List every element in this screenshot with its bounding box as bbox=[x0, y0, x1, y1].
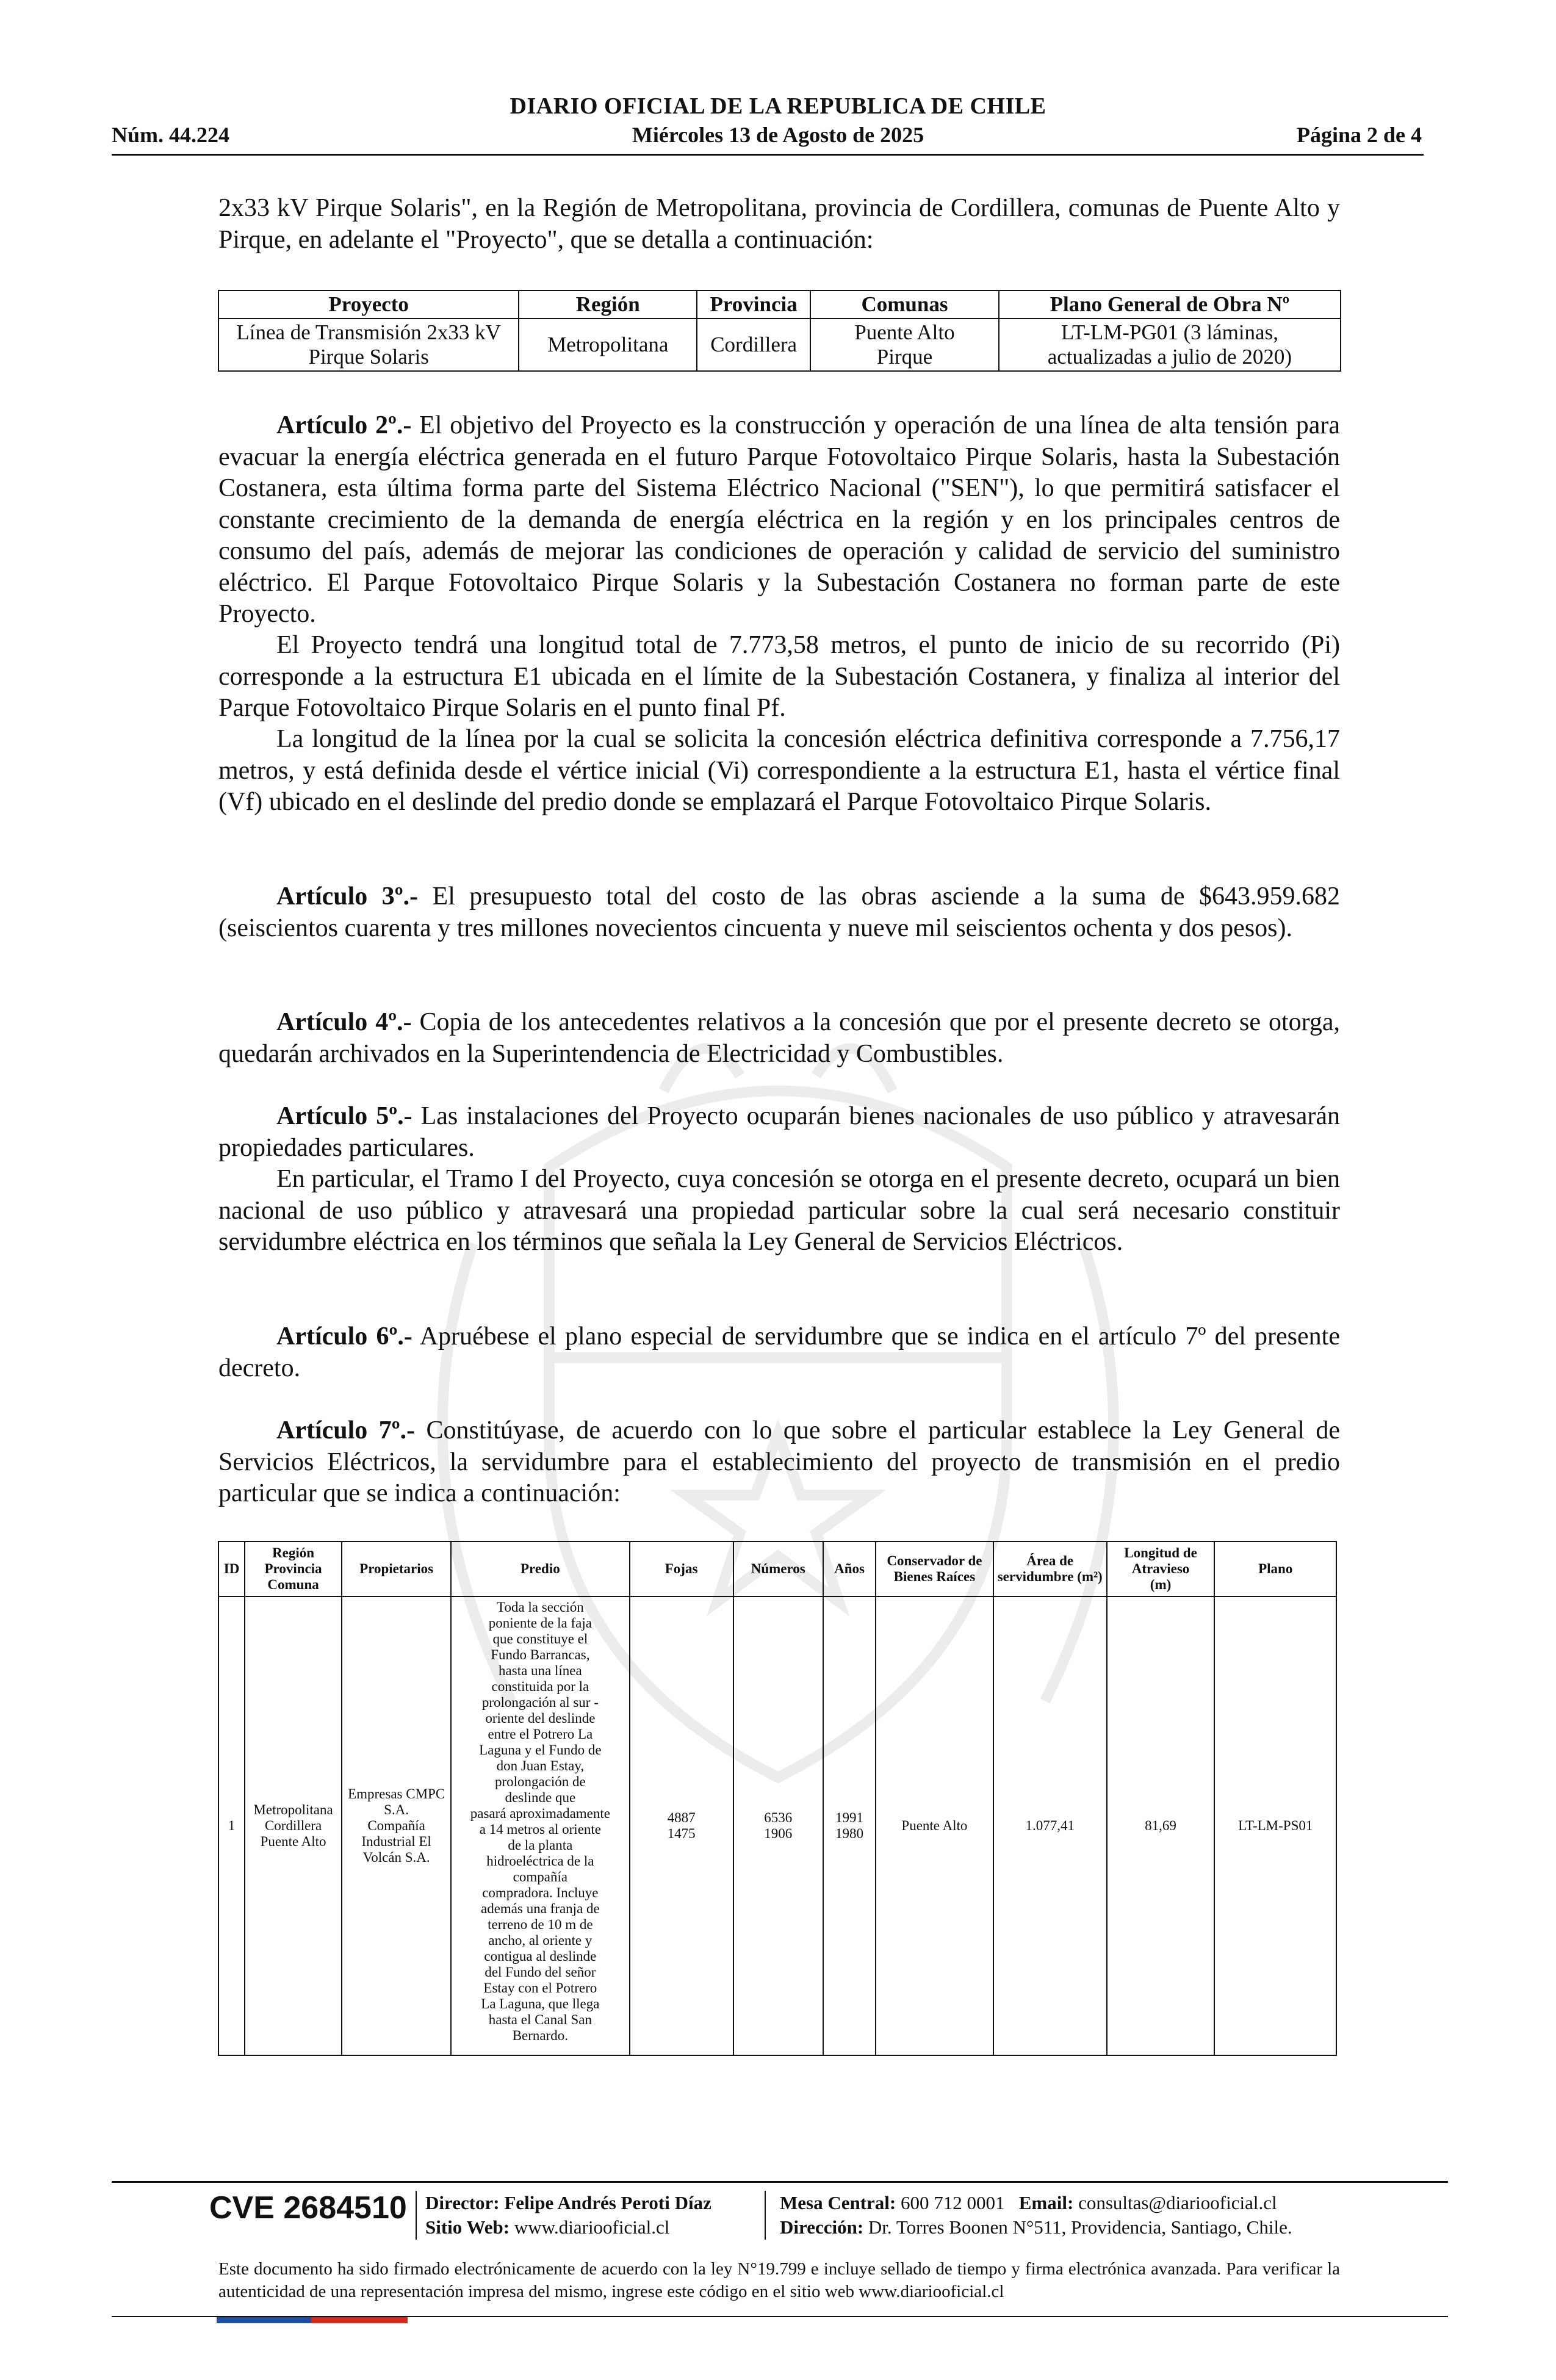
cell-line: S.A. bbox=[384, 1802, 409, 1817]
article-4-title: Artículo 4º.- bbox=[276, 1008, 412, 1036]
predio-line: constituida por la bbox=[491, 1679, 589, 1694]
predio-line: Laguna y el Fundo de bbox=[479, 1742, 602, 1758]
cell-line: actualizadas a julio de 2020) bbox=[1047, 345, 1292, 369]
article-5 bbox=[218, 1101, 1340, 1164]
predio-line: además una franja de bbox=[480, 1901, 600, 1916]
article-7-title: Artículo 7º.- bbox=[276, 1416, 416, 1444]
website-link[interactable]: www.diariooficial.cl bbox=[510, 2216, 670, 2238]
predio-line: Estay con el Potrero bbox=[483, 1980, 597, 1996]
footer-divider bbox=[112, 2181, 1448, 2183]
cell-line: Línea de Transmisión 2x33 kV bbox=[236, 320, 501, 344]
cell-line: 6536 bbox=[764, 1810, 793, 1825]
header-line: (m) bbox=[1150, 1577, 1172, 1592]
footer-separator bbox=[416, 2191, 417, 2240]
article-3 bbox=[218, 881, 1340, 944]
flag-stripe-blue bbox=[217, 2317, 311, 2323]
cell-line: 4887 bbox=[667, 1810, 696, 1825]
article-7-text: Constitúyase, de acuerdo con lo que sobre el particular establece la Ley General de Servicios Eléctricos, la servidumbre para el establecimiento del proyecto de transmisión en el predio particular que se indica a continuación: bbox=[218, 1416, 1340, 1507]
predio-line: compradora. Incluye bbox=[482, 1885, 599, 1900]
predio-line: Toda la sección bbox=[497, 1599, 584, 1615]
easement-table bbox=[218, 1541, 1337, 2056]
cell-line: 1906 bbox=[764, 1826, 793, 1841]
cell-line: Puente Alto bbox=[854, 320, 955, 344]
cve-code: CVE 2684510 bbox=[209, 2190, 407, 2226]
predio-line: prolongación al sur - bbox=[481, 1695, 599, 1710]
predio-line: a 14 metros al oriente bbox=[479, 1822, 601, 1837]
predio-line: don Juan Estay, bbox=[496, 1758, 585, 1773]
cell-predio bbox=[451, 1596, 629, 2055]
col-id: ID bbox=[218, 1542, 245, 1596]
article-2-title: Artículo 2º.- bbox=[276, 411, 412, 439]
header-line: Comuna bbox=[267, 1577, 319, 1592]
article-6-text: Apruébese el plano especial de servidumbre que se indica en el artículo 7º del presente decreto. bbox=[218, 1322, 1340, 1382]
phone-label: Mesa Central: bbox=[780, 2192, 896, 2213]
page-number: Página 2 de 4 bbox=[1296, 123, 1422, 147]
footer-contact-block bbox=[780, 2191, 1292, 2240]
footer-director-block bbox=[425, 2191, 711, 2240]
article-2-text: El objetivo del Proyecto es la construcción y operación de una línea de alta tensión para evacuar la energía eléctrica generada en el futuro Parque Fotovoltaico Pirque Solaris, hasta la Subestación Costanera, esta última forma parte del Sistema Eléctrico Nacional ("SEN"), lo que permitirá satisfacer el constante crecimiento de la demanda de energía eléctrica en la región y en los principales centros de consumo del país, además de mejorar las condiciones de operación y calidad de servicio del suministro eléctrico. El Parque Fotovoltaico Pirque Solaris y la Subestación Costanera no forman parte de este Proyecto. bbox=[218, 411, 1340, 628]
header-line: Longitud de bbox=[1124, 1545, 1197, 1560]
cell-line: 1980 bbox=[835, 1826, 863, 1841]
col-proyecto: Proyecto bbox=[218, 290, 519, 319]
predio-line: Fundo Barrancas, bbox=[491, 1647, 590, 1662]
cell-line: Metropolitana bbox=[253, 1802, 333, 1817]
footer-separator bbox=[765, 2191, 766, 2240]
col-comunas: Comunas bbox=[810, 290, 999, 319]
cell-line: 1991 bbox=[835, 1810, 863, 1825]
cell-id: 1 bbox=[218, 1596, 245, 2055]
article-6 bbox=[218, 1321, 1340, 1384]
issue-date: Miércoles 13 de Agosto de 2025 bbox=[632, 123, 924, 147]
predio-line: ancho, al oriente y bbox=[488, 1933, 593, 1948]
website-line bbox=[425, 2215, 711, 2240]
cell-numeros bbox=[733, 1596, 823, 2055]
cell-area: 1.077,41 bbox=[993, 1596, 1107, 2055]
predio-line: deslinde que bbox=[505, 1790, 576, 1805]
article-6-title: Artículo 6º.- bbox=[276, 1322, 412, 1350]
article-5-text: Las instalaciones del Proyecto ocuparán bienes nacionales de uso público y atravesarán propiedades particulares. bbox=[218, 1102, 1340, 1162]
flag-stripe-red bbox=[311, 2317, 408, 2323]
col-region-provincia-comuna bbox=[245, 1542, 342, 1596]
col-numeros: Números bbox=[733, 1542, 823, 1596]
header-line: Bienes Raíces bbox=[893, 1569, 976, 1584]
cell-region bbox=[245, 1596, 342, 2055]
cell-line: LT-LM-PG01 (3 láminas, bbox=[1061, 320, 1278, 344]
article-2 bbox=[218, 410, 1340, 630]
predio-line: que constituye el bbox=[492, 1631, 588, 1646]
predio-line: terreno de 10 m de bbox=[488, 1917, 593, 1932]
intro-paragraph: 2x33 kV Pirque Solaris", en la Región de Metropolitana, provincia de Cordillera, comunas de Puente Alto y Pirque, en adelante el "Proyecto", que se detalla a continuación: bbox=[218, 194, 1340, 254]
predio-line: Bernardo. bbox=[512, 2028, 569, 2043]
col-conservador bbox=[876, 1542, 993, 1596]
cell-longitud: 81,69 bbox=[1107, 1596, 1215, 2055]
header-line: Área de bbox=[1026, 1553, 1074, 1568]
cell-line: Empresas CMPC bbox=[348, 1786, 445, 1801]
predio-line: de la planta bbox=[508, 1837, 573, 1853]
article-2-paragraph-2: El Proyecto tendrá una longitud total de 7.773,58 metros, el punto de inicio de su recorrido (Pi) corresponde a la estructura E1 ubicada en el límite de la Subestación Costanera, y finaliza al interior del Parque Fotovoltaico Pirque Solaris en el punto final Pf. bbox=[218, 631, 1340, 722]
project-table bbox=[218, 290, 1341, 372]
website-label: Sitio Web: bbox=[425, 2216, 510, 2238]
director-line bbox=[425, 2191, 711, 2215]
article-4-text: Copia de los antecedentes relativos a la concesión que por el presente decreto se otorga, quedarán archivados en la Superintendencia de Electricidad y Combustibles. bbox=[218, 1008, 1340, 1068]
predio-line: hidroeléctrica de la bbox=[486, 1853, 594, 1869]
col-plano: Plano General de Obra Nº bbox=[999, 290, 1341, 319]
cell-proyecto bbox=[218, 319, 519, 371]
article-3-text: El presupuesto total del costo de las obras asciende a la suma de $643.959.682 (seiscientos cuarenta y tres millones novecientos cincuenta y nueve mil seiscientos ochenta y dos pesos). bbox=[218, 882, 1340, 942]
header-line: Atravieso bbox=[1131, 1561, 1190, 1576]
address-text: Dr. Torres Boonen N°511, Providencia, Santiago, Chile. bbox=[863, 2216, 1292, 2238]
cell-line: Industrial El bbox=[361, 1834, 431, 1849]
cell-comunas bbox=[810, 319, 999, 371]
cell-region: Metropolitana bbox=[519, 319, 697, 371]
cell-line: Compañía bbox=[367, 1818, 425, 1833]
cell-line: Pirque Solaris bbox=[308, 345, 429, 369]
predio-line: poniente de la faja bbox=[488, 1615, 592, 1631]
predio-line: pasará aproximadamente bbox=[470, 1806, 610, 1821]
cell-line: 1475 bbox=[667, 1826, 696, 1841]
col-propietarios: Propietarios bbox=[342, 1542, 451, 1596]
header-line: Región bbox=[272, 1545, 315, 1560]
predio-line: compañía bbox=[513, 1869, 568, 1884]
director-label: Director: bbox=[425, 2192, 500, 2213]
address-line bbox=[780, 2215, 1292, 2240]
director-name: Felipe Andrés Peroti Díaz bbox=[499, 2192, 711, 2213]
header-divider bbox=[112, 154, 1424, 156]
signature-note: Este documento ha sido firmado electrónicamente de acuerdo con la ley N°19.799 e incluye sellado de tiempo y firma electrónica avanzada. Para verificar la autenticidad de una representación impresa del mismo, ingrese este código en el sitio web www.diariooficial.cl bbox=[218, 2259, 1340, 2301]
article-2-paragraph-3: La longitud de la línea por la cual se solicita la concesión eléctrica definitiva corresponde a 7.756,17 metros, y está definida desde el vértice inicial (Vi) correspondiente a la estructura E1, hasta el vértice final (Vf) ubicado en el deslinde del predio donde se emplazará el Parque Fotovoltaico Pirque Solaris. bbox=[218, 725, 1340, 816]
col-anos: Años bbox=[823, 1542, 876, 1596]
header-line: Provincia bbox=[264, 1561, 322, 1576]
cell-line: Puente Alto bbox=[260, 1834, 326, 1849]
table-row bbox=[218, 1596, 1336, 2055]
col-provincia: Provincia bbox=[697, 290, 810, 319]
predio-line: contigua al deslinde bbox=[484, 1949, 597, 1964]
predio-line: hasta el Canal San bbox=[488, 2012, 592, 2027]
cell-propietarios bbox=[342, 1596, 451, 2055]
predio-line: oriente del deslinde bbox=[485, 1711, 596, 1726]
email-link[interactable]: consultas@diariooficial.cl bbox=[1073, 2192, 1277, 2213]
col-region: Región bbox=[519, 290, 697, 319]
col-area bbox=[993, 1542, 1107, 1596]
predio-line: entre el Potrero La bbox=[488, 1726, 593, 1742]
col-plano: Plano bbox=[1214, 1542, 1336, 1596]
col-longitud bbox=[1107, 1542, 1215, 1596]
predio-line: del Fundo del señor bbox=[484, 1964, 596, 1980]
article-5-paragraph-2: En particular, el Tramo I del Proyecto, cuya concesión se otorga en el presente decreto, ocupará un bien nacional de uso público y atravesará una propiedad particular sobre la cual será necesario constituir servidumbre eléctrica en los términos que señala la Ley General de Servicios Eléctricos. bbox=[218, 1165, 1340, 1256]
header-line: Conservador de bbox=[887, 1553, 982, 1568]
cell-line: Pirque bbox=[876, 345, 933, 369]
phone-number: 600 712 0001 bbox=[896, 2192, 1005, 2213]
cell-line: Cordillera bbox=[264, 1818, 322, 1833]
cell-line: Volcán S.A. bbox=[362, 1850, 430, 1865]
cell-anos bbox=[823, 1596, 876, 2055]
cell-conservador: Puente Alto bbox=[876, 1596, 993, 2055]
predio-line: La Laguna, que llega bbox=[481, 1996, 600, 2011]
cell-provincia: Cordillera bbox=[697, 319, 810, 371]
email-label: Email: bbox=[1018, 2192, 1074, 2213]
cell-plano bbox=[999, 319, 1341, 371]
issue-number: Núm. 44.224 bbox=[112, 123, 230, 147]
easement-table-header bbox=[218, 1542, 1336, 1596]
table-row bbox=[218, 319, 1341, 371]
article-4 bbox=[218, 1007, 1340, 1070]
gazette-title: DIARIO OFICIAL DE LA REPUBLICA DE CHILE bbox=[510, 93, 1046, 119]
project-table-header bbox=[218, 290, 1341, 319]
cell-plano: LT-LM-PS01 bbox=[1214, 1596, 1336, 2055]
cell-fojas bbox=[630, 1596, 733, 2055]
predio-line: hasta una línea bbox=[499, 1663, 582, 1678]
article-7 bbox=[218, 1415, 1340, 1510]
col-fojas: Fojas bbox=[630, 1542, 733, 1596]
col-predio: Predio bbox=[451, 1542, 629, 1596]
contact-line bbox=[780, 2191, 1292, 2215]
predio-line: prolongación de bbox=[494, 1774, 586, 1789]
address-label: Dirección: bbox=[780, 2216, 864, 2238]
header-line: servidumbre (m²) bbox=[997, 1569, 1103, 1584]
article-5-title: Artículo 5º.- bbox=[276, 1102, 412, 1130]
article-3-title: Artículo 3º.- bbox=[276, 882, 419, 911]
